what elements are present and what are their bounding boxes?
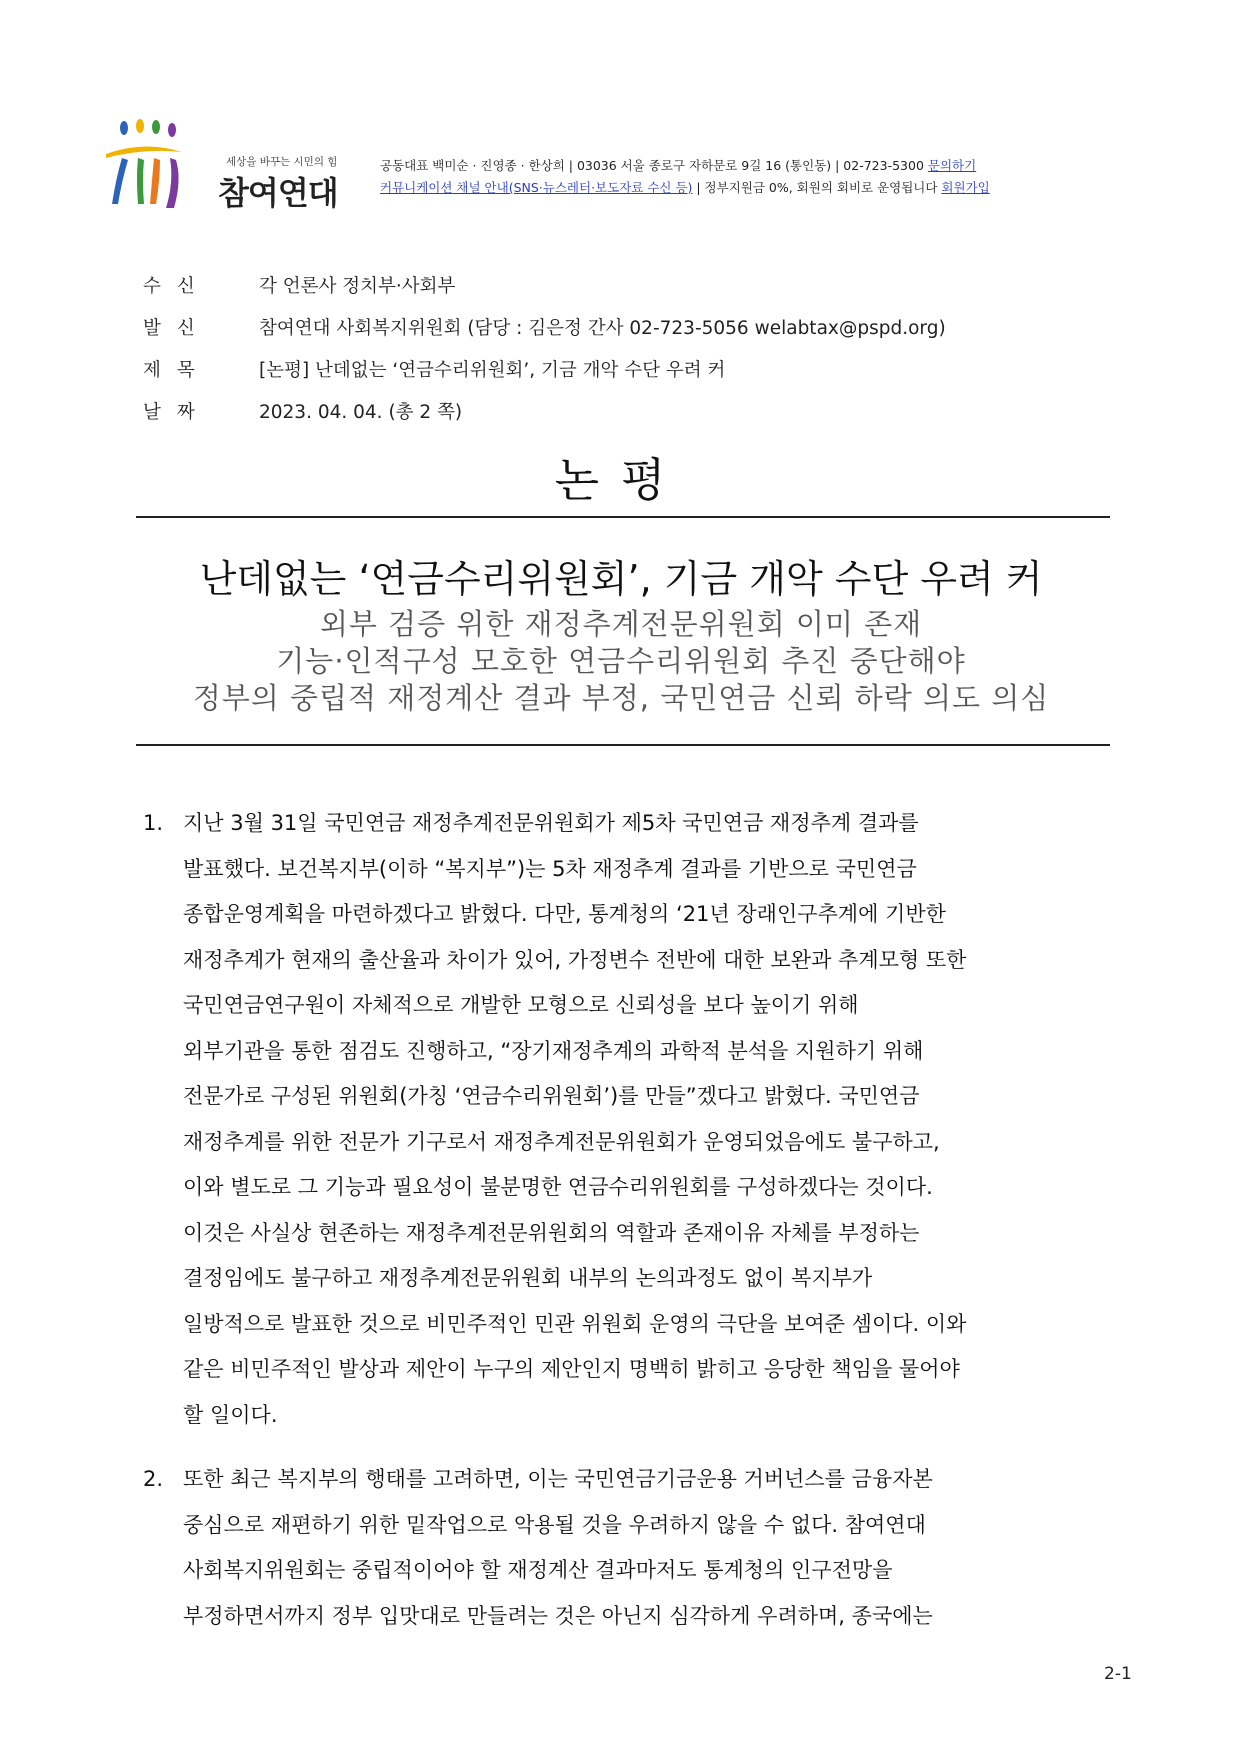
page-number: 2-1 xyxy=(1104,1664,1132,1684)
sender-value: 참여연대 사회복지위원회 (담당 : 김은정 간사 02-723-5056 welabtax@pspd.org) xyxy=(259,318,946,339)
paragraph-line: 결정임에도 불구하고 재정추계전문위원회 내부의 논의과정도 없이 복지부가 xyxy=(183,1266,873,1290)
paragraph-line: 국민연금연구원이 자체적으로 개발한 모형으로 신뢰성을 보다 높이기 위해 xyxy=(183,993,859,1017)
paragraph-line: 외부기관을 통한 점검도 진행하고, “장기재정추계의 과학적 분석을 지원하기 위해 xyxy=(183,1038,924,1063)
header-funding-note: | 정부지원금 0%, 회원의 회비로 운영됩니다 xyxy=(692,180,942,195)
paragraph-line: 중심으로 재편하기 위한 밑작업으로 악용될 것을 우려하지 않을 수 없다. 참여연대 xyxy=(183,1512,926,1537)
divider xyxy=(136,516,1110,518)
subheadline: 기능·인적구성 모호한 연금수리위원회 추진 중단해야 xyxy=(276,644,966,678)
sender-label: 발신 xyxy=(143,318,211,339)
paragraph-line: 발표했다. 보건복지부(이하 “복지부”)는 5차 재정추계 결과를 기반으로 국민연금 xyxy=(183,856,917,881)
header-address: 공동대표 백미순 · 진영종 · 한상희 | 03036 서울 종로구 자하문로 9길 16 (통인동) | 02-723-5300 xyxy=(380,158,928,173)
document-type-title: 논평 xyxy=(554,453,688,507)
contact-link[interactable]: 문의하기 xyxy=(927,158,977,173)
divider xyxy=(136,744,1110,746)
logo-name: 참여연대 xyxy=(218,174,338,212)
recipient-label: 수신 xyxy=(143,276,211,297)
paragraph-line: 일방적으로 발표한 것으로 비민주적인 민관 위원회 운영의 극단을 보여준 셈이다. 이와 xyxy=(183,1311,967,1336)
subject-row xyxy=(143,356,725,382)
paragraph-line: 부정하면서까지 정부 입맛대로 만들려는 것은 아닌지 심각하게 우려하며, 종국에는 xyxy=(183,1603,933,1628)
paragraph-line: 할 일이다. xyxy=(183,1402,278,1427)
paragraph-line: 이것은 사실상 현존하는 재정추계전문위원회의 역할과 존재이유 자체를 부정하는 xyxy=(183,1220,920,1245)
date-value: 2023. 04. 04. (총 2 쪽) xyxy=(259,402,463,423)
subheadline: 정부의 중립적 재정계산 결과 부정, 국민연금 신뢰 하락 의도 의심 xyxy=(192,681,1050,715)
recipient-value: 각 언론사 정치부·사회부 xyxy=(259,276,456,297)
logo-figures-icon xyxy=(104,118,224,226)
paragraph-line: 같은 비민주적인 발상과 제안이 누구의 제안인지 명백히 밝히고 응당한 책임을 물어야 xyxy=(183,1357,960,1381)
pspd-logo xyxy=(104,118,360,226)
sender-row xyxy=(143,314,946,340)
recipient-row xyxy=(143,272,455,298)
subject-label: 제목 xyxy=(143,360,211,381)
date-label: 날짜 xyxy=(143,402,211,423)
paragraph-line: 재정추계가 현재의 출산율과 차이가 있어, 가정변수 전반에 대한 보완과 추계모형 또한 xyxy=(183,947,967,972)
subheadline: 외부 검증 위한 재정추계전문위원회 이미 존재 xyxy=(319,607,923,641)
paragraph-number: 2. xyxy=(143,1467,164,1491)
paragraph-line: 지난 3월 31일 국민연금 재정추계전문위원회가 제5차 국민연금 재정추계 결과를 xyxy=(183,811,919,835)
header-info-line xyxy=(380,178,990,196)
logo-slogan: 세상을 바꾸는 시민의 힘 xyxy=(226,156,338,168)
paragraph-line: 또한 최근 복지부의 행태를 고려하면, 이는 국민연금기금운용 거버넌스를 금융자본 xyxy=(183,1467,933,1491)
paragraph-line: 전문가로 구성된 위원회(가칭 ‘연금수리위원회’)를 만들”겠다고 밝혔다. 국민연금 xyxy=(183,1084,920,1108)
paragraph-line: 종합운영계획을 마련하겠다고 밝혔다. 다만, 통계청의 ‘21년 장래인구추계에 기반한 xyxy=(183,902,946,926)
paragraph-number: 1. xyxy=(143,811,164,835)
join-member-link[interactable]: 회원가입 xyxy=(941,180,990,195)
paragraph-line: 사회복지위원회는 중립적이어야 할 재정계산 결과마저도 통계청의 인구전망을 xyxy=(183,1558,893,1582)
headline: 난데없는 ‘연금수리위원회’, 기금 개악 수단 우려 커 xyxy=(199,557,1043,601)
header-contact-line xyxy=(380,156,976,174)
paragraph-line: 재정추계를 위한 전문가 기구로서 재정추계전문위원회가 운영되었음에도 불구하고, xyxy=(183,1129,940,1154)
subject-value: [논평] 난데없는 ‘연금수리위원회’, 기금 개악 수단 우려 커 xyxy=(259,360,726,381)
communication-channel-link[interactable]: 커뮤니케이션 채널 안내(SNS·뉴스레터·보도자료 수신 등) xyxy=(380,180,693,195)
date-row xyxy=(143,398,462,424)
paragraph-line: 이와 별도로 그 기능과 필요성이 불분명한 연금수리위원회를 구성하겠다는 것이다. xyxy=(183,1175,933,1199)
